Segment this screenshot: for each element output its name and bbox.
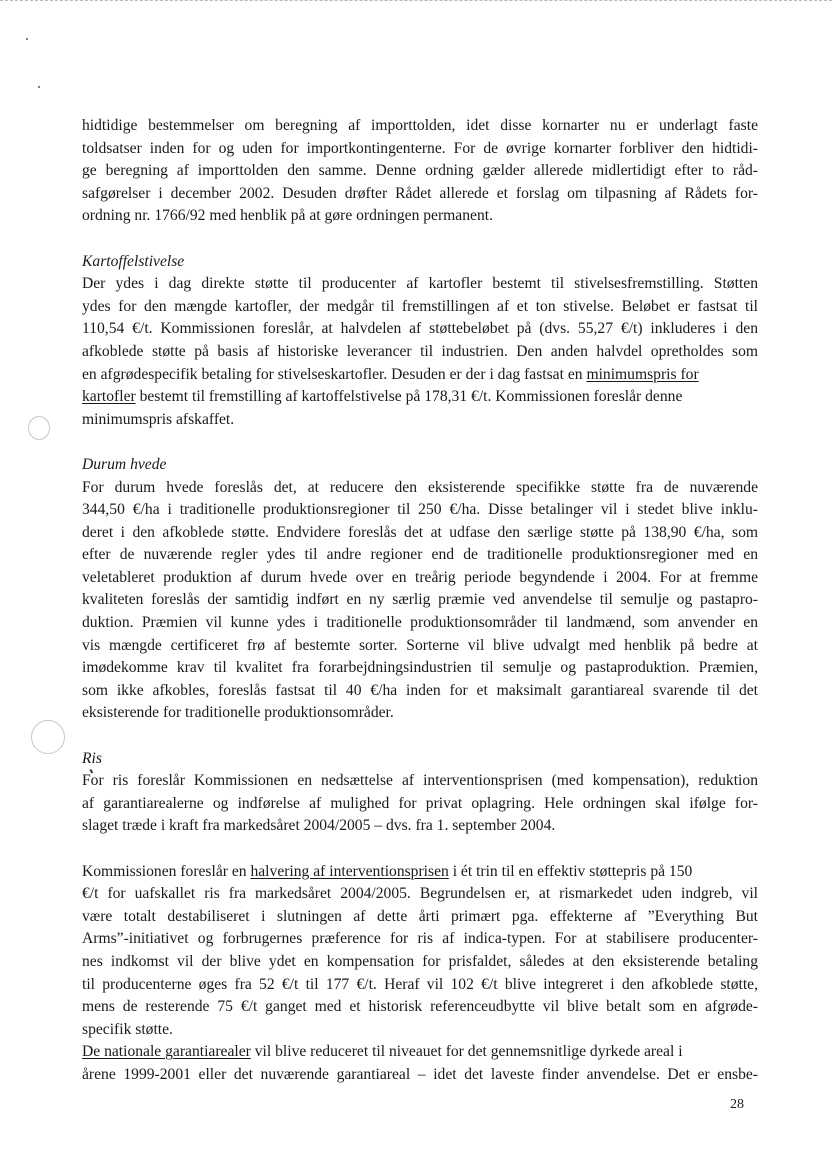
paragraph-line: hidtidige bestemmelser om beregning af importtolden, idet disse kornarter nu er underlagt faste [82, 117, 758, 134]
paragraph-line: veletableret produktion af durum hvede over en treårig periode begyndende i 2004. For at fremme [82, 568, 758, 586]
paragraph-line: eksisterende for traditionelle produktionsområder. [82, 704, 394, 722]
underlined-text: minimumspris for [586, 365, 699, 383]
paragraph-line: minimumspris afskaffet. [82, 410, 235, 428]
underlined-text: De nationale garantiarealer [82, 1043, 251, 1061]
paragraph-line: afkoblede støtte på basis af historiske leverancer til industrien. Den anden halvdel opretholdes som [82, 342, 758, 360]
paragraph-line: For durum hvede foreslås det, at reducere den eksisterende specifikke støtte fra de nuværende [82, 478, 758, 496]
paragraph-line: ydes for den mængde kartofler, der medgår til fremstillingen af et ton stivelse. Beløbet er fastsat til [82, 297, 758, 315]
section-heading: Ris [82, 749, 102, 767]
paragraph-line: af garantiarealerne og indførelse af mulighed for privat oplagring. Hele ordningen skal ifølge for- [82, 794, 758, 812]
paragraph-line: ge beregning af importtolden den samme. Denne ordning gælder allerede midlertidigt efter to råd- [82, 162, 758, 180]
paragraph-line: 344,50 €/ha i traditionelle produktionsregioner til 250 €/ha. Disse betalinger vil i stedet blive inklu- [82, 501, 758, 519]
paragraph-line: €/t for uafskallet ris fra markedsåret 2004/2005. Begrundelsen er, at rismarkedet uden indgreb, vil [82, 885, 758, 903]
text-run: en afgrødespecifik betaling for stivelseskartofler. Desuden er der i dag fastsat en [82, 365, 587, 383]
paragraph-line: vis mængde certificeret frø af bestemte sorter. Sorterne vil blive udvalgt med henblik på bedre at [82, 636, 758, 654]
scan-speck [26, 38, 28, 40]
paragraph-line [82, 364, 758, 387]
paragraph-line: kvaliteten foreslås der samtidig indført en ny særlig præmie ved anvendelse til semulje og pastapro- [82, 591, 758, 609]
punch-hole-mark [28, 416, 50, 440]
paragraph-line: slaget træde i kraft fra markedsåret 2004/2005 – dvs. fra 1. september 2004. [82, 817, 556, 835]
paragraph-line: safgørelser i december 2002. Desuden drøfter Rådet allerede et forslag om tilpasning af Rådets for- [82, 184, 758, 202]
paragraph-line: efter de nuværende regler ydes til andre regioner end de traditionelle produktionsregioner med en [82, 546, 758, 564]
paragraph-line: specifik støtte. [82, 1020, 173, 1038]
underlined-text: halvering af interventionsprisen [250, 862, 449, 880]
paragraph-line [82, 861, 758, 884]
paragraph-line: nes indkomst vil der blive ydet en kompensation for prisfaldet, således at den eksisterende betaling [82, 952, 758, 970]
section-heading: Kartoffelstivelse [82, 252, 185, 270]
punch-hole-mark [31, 720, 65, 754]
paragraph-line: mens de resterende 75 €/t ganget med et historisk referenceudbytte vil blive betalt som en afgrøde- [82, 998, 758, 1016]
paragraph-line: være totalt destabiliseret i slutningen af dette årti primært pga. effekterne af ”Everything But [82, 907, 758, 925]
paragraph-line: årene 1999-2001 eller det nuværende garantiareal – idet det laveste finder anvendelse. Det er ensbe- [82, 1065, 758, 1083]
top-edge-rule [0, 0, 832, 3]
paragraph-line: deret i den afkoblede støtte. Endvidere foreslås det at udfase den særlige støtte på 138,90 €/ha, som [82, 523, 758, 541]
text-run: i ét trin til en effektiv støttepris på 150 [448, 862, 693, 880]
text-run: vil blive reduceret til niveauet for det gennemsnitlige dyrkede areal i [250, 1043, 683, 1061]
scan-speck [38, 86, 40, 88]
paragraph-line: til producenterne øges fra 52 €/t til 177 €/t. Heraf vil 102 €/t blive integreret i den afkoblede støtte, [82, 975, 758, 993]
paragraph-line: som ikke afkobles, foreslås fastsat til 40 €/ha inden for et maksimalt garantiareal svarende til det [82, 681, 758, 699]
paragraph-line: Arms”-initiativet og forbrugernes præference for ris af indica-typen. For at stabilisere producenter- [82, 930, 758, 948]
paragraph-line [82, 1041, 758, 1064]
page-number: 28 [730, 1097, 744, 1112]
paragraph-line: For ris foreslår Kommissionen en nedsættelse af interventionsprisen (med kompensation), reduktion [82, 772, 758, 790]
paragraph-line: 110,54 €/t. Kommissionen foreslår, at halvdelen af støttebeløbet på (dvs. 55,27 €/t) inkluderes i den [82, 320, 758, 338]
paragraph-line: duktion. Præmien vil kunne ydes i traditionelle produktionsområder til landmænd, som anvender en [82, 614, 758, 632]
paragraph-line: ordning nr. 1766/92 med henblik på at gøre ordningen permanent. [82, 207, 493, 225]
paragraph-line: Der ydes i dag direkte støtte til producenter af kartofler bestemt til stivelsesfremstilling. Støtten [82, 275, 758, 293]
underlined-text: kartofler [82, 388, 136, 406]
paragraph-line: toldsatser inden for og uden for importkontingenterne. For de øvrige kornarter forbliver den hidtidi- [82, 139, 758, 157]
text-run: bestemt til fremstilling af kartoffelstivelse på 178,31 €/t. Kommissionen foreslår denne [135, 388, 683, 406]
text-run: Kommissionen foreslår en [82, 862, 251, 880]
section-heading: Durum hvede [82, 455, 167, 473]
paragraph-line [82, 386, 758, 409]
paragraph-line: imødekomme krav til kvalitet fra forarbejdningsindustrien til semulje og pastaproduktion. Præmien, [82, 659, 758, 677]
document-body [82, 115, 758, 1087]
